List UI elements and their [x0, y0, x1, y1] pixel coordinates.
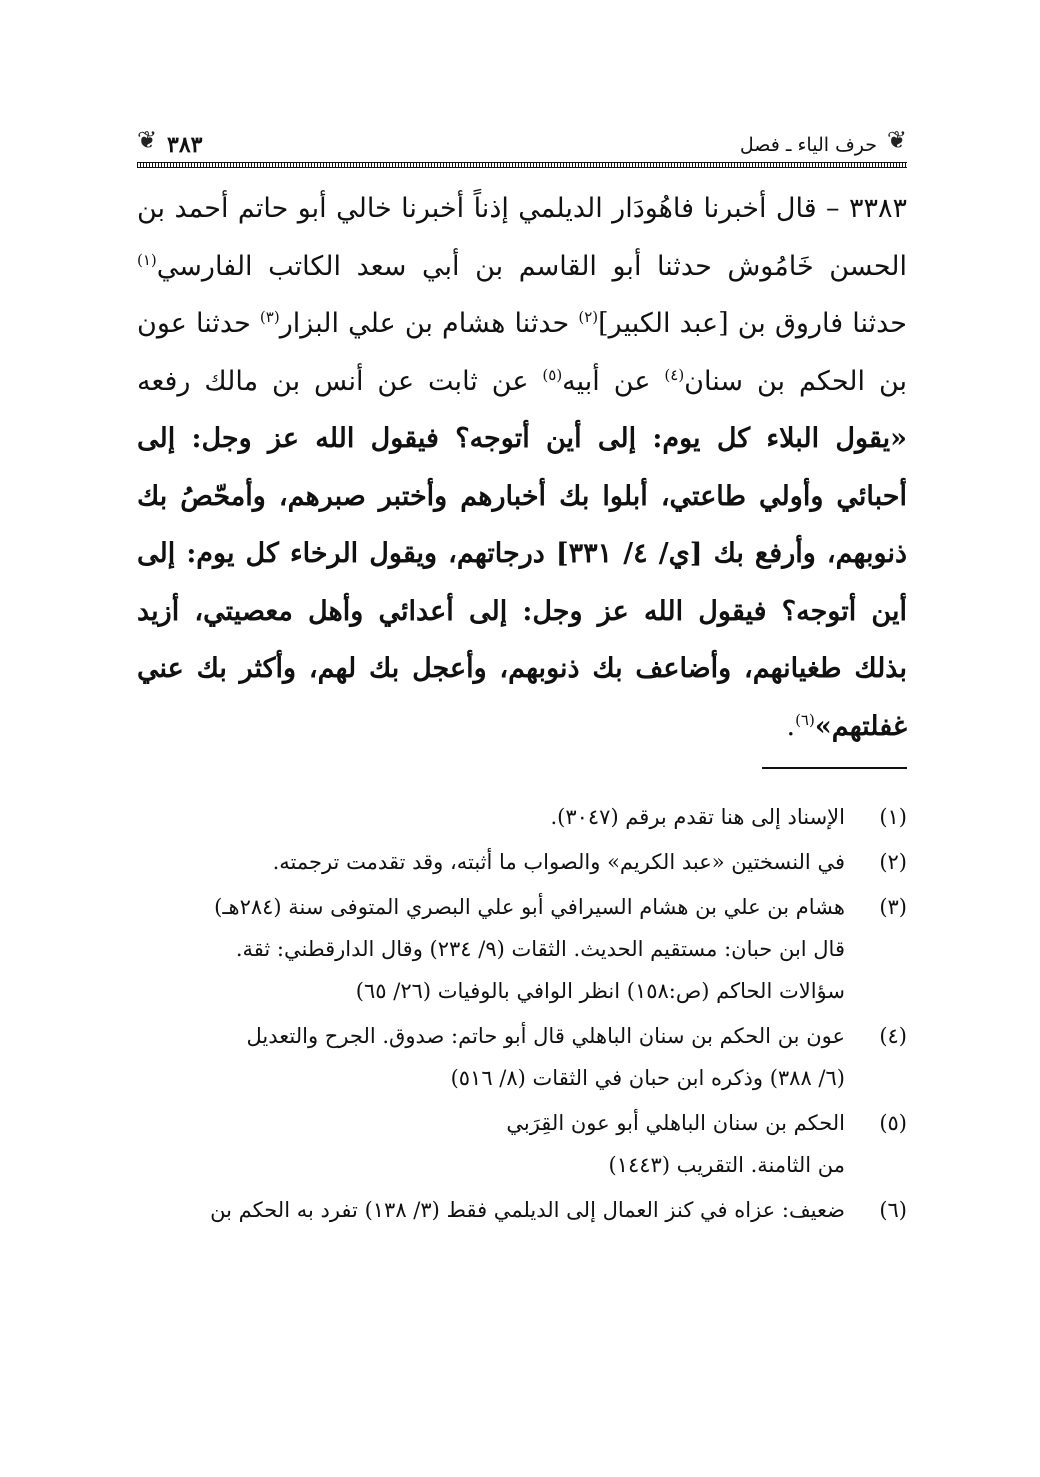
- footnote-line: هشام بن علي بن هشام السيرافي أبو علي البصري المتوفى سنة (٢٨٤هـ): [214, 895, 845, 919]
- isnad-text: حدثنا فاروق بن [عبد الكبير]: [598, 308, 907, 339]
- footnote-number: (١): [879, 805, 907, 829]
- footnote-item: [137, 841, 907, 883]
- running-header: [137, 128, 907, 166]
- footnote-line: من الثامنة. التقريب (١٤٤٣): [608, 1153, 845, 1177]
- isnad-text: عن أبيه: [562, 365, 665, 397]
- footnote-number: (٤): [879, 1024, 907, 1048]
- footnote-separator: [762, 767, 907, 769]
- closing-period: .: [786, 710, 796, 742]
- footnote-ref[interactable]: (٥): [542, 365, 563, 384]
- footnote-text: [137, 1102, 845, 1186]
- footnote-number: (٢): [879, 850, 907, 874]
- footnote-item: [137, 796, 907, 838]
- hadith-number: ٣٣٨٣: [848, 193, 907, 224]
- isnad-text: عن ثابت عن أنس بن مالك رفعه: [137, 365, 543, 397]
- footnote-ref[interactable]: (٤): [664, 365, 685, 384]
- footnote-text: [137, 796, 845, 838]
- footnote-number: (٥): [879, 1111, 907, 1135]
- footnote-line: ضعيف: عزاه في كنز العمال إلى الديلمي فقط (٣/ ١٣٨) تفرد به الحكم بن: [210, 1198, 845, 1222]
- footnote-item: [137, 1015, 907, 1099]
- footnote-text: [137, 1189, 845, 1231]
- footnote-line: (٦/ ٣٨٨) وذكره ابن حبان في الثقات (٨/ ٥١٦): [450, 1066, 845, 1090]
- footnote-ref[interactable]: (٦): [795, 710, 815, 729]
- page-number: ٣٨٣: [167, 132, 203, 158]
- footnote-text: [137, 841, 845, 883]
- footnote-number: (٣): [879, 895, 907, 919]
- isnad-text: – قال أخبرنا فاهُودَار الديلمي إذناً أخبرنا خالي أبو حاتم أحمد بن الحسن خَامُوش حدثنا أبو القاسم بن أبي سعد الكاتب الفارسي: [137, 193, 907, 282]
- footnote-line: الإسناد إلى هنا تقدم برقم (٣٠٤٧).: [550, 805, 845, 829]
- ornament-icon: ❦: [886, 126, 907, 154]
- footnote-text: [137, 1015, 845, 1099]
- footnote-line: عون بن الحكم بن سنان الباهلي قال أبو حاتم: صدوق. الجرح والتعديل: [246, 1024, 845, 1048]
- isnad-text: حدثنا عون بن الحكم بن سنان: [137, 308, 908, 397]
- footnote-line: في النسختين «عبد الكريم» والصواب ما أثبته، وقد تقدمت ترجمته.: [272, 850, 845, 874]
- footnote-ref[interactable]: (٣): [259, 308, 280, 326]
- footnote-line: سؤالات الحاكم (ص:١٥٨) انظر الوافي بالوفيات (٢٦/ ٦٥): [355, 979, 845, 1003]
- footnote-ref[interactable]: (١): [137, 250, 157, 269]
- hadith-paragraph: [137, 180, 907, 755]
- footnote-item: [137, 1102, 907, 1186]
- footnote-line: الحكم بن سنان الباهلي أبو عون القِرَبي: [506, 1111, 845, 1135]
- ornament-icon: ❦: [137, 126, 158, 154]
- footnotes: [137, 796, 907, 1234]
- footnote-number: (٦): [879, 1198, 907, 1222]
- footnote-item: [137, 886, 907, 1012]
- chapter-title: حرف الياء ـ فصل: [739, 134, 877, 156]
- main-text: [137, 180, 907, 755]
- hadith-matn: «يقول البلاء كل يوم: إلى أين أتوجه؟ فيقول الله عز وجل: إلى أحبائي وأولي طاعتي، أبلوا بك أخبارهم وأختبر صبرهم، وأمحّصُ بك ذنوبهم، وأرفع بك [ي/ ٤/ ٣٣١] درجاتهم، ويقول الرخاء كل يوم: إلى أين أتوجه؟ فيقول الله عز وجل: إلى أعدائي وأهل معصيتي، أزيد بذلك طغيانهم، وأضاعف بك ذنوبهم، وأعجل بك لهم، وأكثر بك عني غفلتهم»: [137, 423, 908, 742]
- isnad-text: حدثنا هشام بن علي البزار: [279, 308, 579, 339]
- footnote-text: [137, 886, 845, 1012]
- footnote-ref[interactable]: (٢): [578, 308, 599, 326]
- footnote-item: [137, 1189, 907, 1231]
- footnote-line: قال ابن حبان: مستقيم الحديث. الثقات (٩/ ٢٣٤) وقال الدارقطني: ثقة.: [235, 937, 845, 961]
- header-rule: [137, 162, 907, 168]
